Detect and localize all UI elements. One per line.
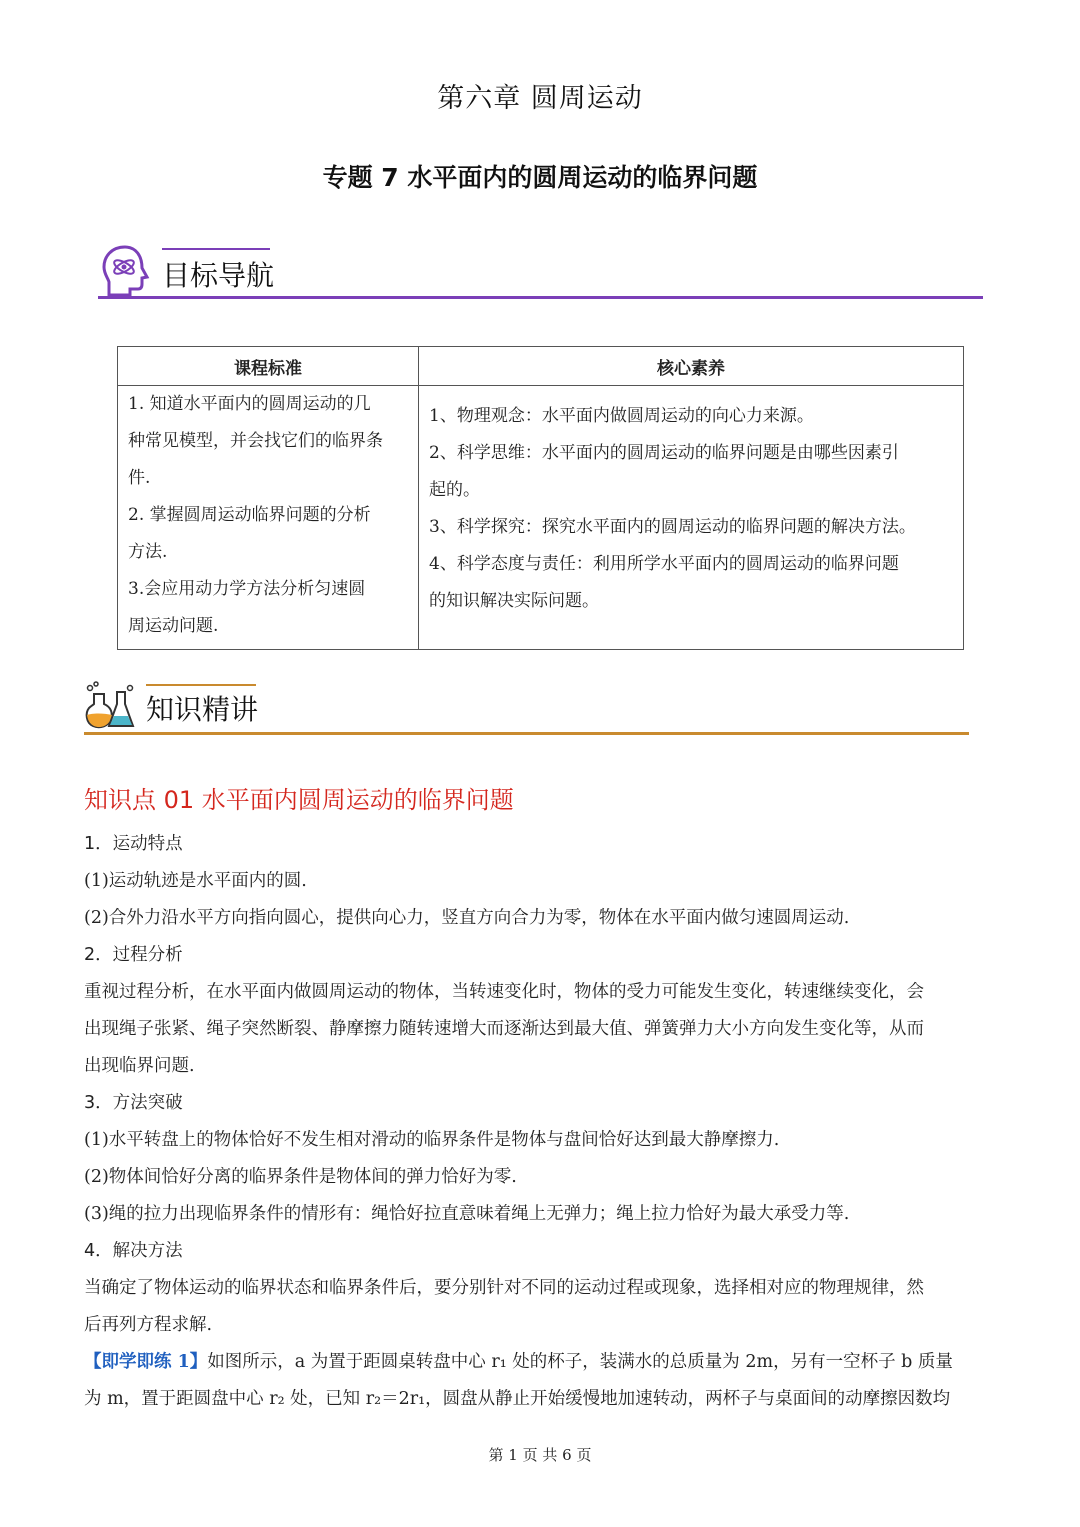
paragraph-line: 出现绳子张紧、绳子突然断裂、静摩擦力随转速增大而逐渐达到最大值、弹簧弹力大小方向发生变化等，从而 — [84, 1019, 924, 1039]
subheading: 1．运动特点 — [84, 834, 183, 854]
cell-line: 周运动问题. — [128, 616, 219, 636]
subheading: 4．解决方法 — [84, 1241, 183, 1261]
chapter-title: 第六章 圆周运动 — [437, 83, 643, 114]
topic-title: 专题 7 水平面内的圆周运动的临界问题 — [322, 163, 758, 192]
cell-line: 2. 掌握圆周运动临界问题的分析 — [128, 505, 371, 525]
cell-line: 方法. — [128, 542, 168, 562]
page-footer: 第 1 页 共 6 页 — [488, 1446, 592, 1464]
table-header: 核心素养 — [419, 347, 964, 386]
cell-line: 1. 知道水平面内的圆周运动的几 — [128, 394, 371, 414]
exercise-line — [84, 1348, 953, 1373]
paragraph-line: (2)物体间恰好分离的临界条件是物体间的弹力恰好为零. — [84, 1167, 517, 1187]
cell-line: 3.会应用动力学方法分析匀速圆 — [128, 579, 366, 599]
course-standard-cell — [118, 386, 419, 650]
head-atom-icon — [100, 244, 150, 298]
cell-line: 4、科学态度与责任：利用所学水平面内的圆周运动的临界问题 — [429, 554, 899, 574]
paragraph-line: (1)水平转盘上的物体恰好不发生相对滑动的临界条件是物体与盘间恰好达到最大静摩擦力. — [84, 1130, 780, 1150]
section-divider — [98, 296, 983, 299]
cell-line: 1、物理观念：水平面内做圆周运动的向心力来源。 — [429, 406, 814, 426]
exercise-text: 如图所示，a 为置于距圆桌转盘中心 r₁ 处的杯子，装满水的总质量为 2m，另有一空杯子 b 质量 — [207, 1352, 953, 1372]
exercise-tag: 【即学即练 1】 — [84, 1352, 208, 1372]
flask-icon — [84, 680, 136, 732]
paragraph-line: 当确定了物体运动的临界状态和临界条件后，要分别针对不同的运动过程或现象，选择相对应的物理规律，然 — [84, 1278, 924, 1298]
section-divider — [84, 732, 969, 735]
cell-line: 件. — [128, 468, 151, 488]
heading-accent-line — [146, 684, 256, 686]
paragraph-line: (1)运动轨迹是水平面内的圆. — [84, 871, 307, 891]
paragraph-line: 出现临界问题. — [84, 1056, 195, 1076]
cell-line: 2、科学思维：水平面内的圆周运动的临界问题是由哪些因素引 — [429, 443, 899, 463]
standards-table — [117, 346, 964, 650]
core-literacy-cell — [419, 386, 964, 650]
subheading: 3．方法突破 — [84, 1093, 183, 1113]
cell-line: 3、科学探究：探究水平面内的圆周运动的临界问题的解决方法。 — [429, 517, 916, 537]
subheading: 2．过程分析 — [84, 945, 183, 965]
paragraph-line: 为 m，置于距圆盘中心 r₂ 处，已知 r₂＝2r₁，圆盘从静止开始缓慢地加速转动，两杯子与桌面间的动摩擦因数均 — [84, 1389, 951, 1409]
paragraph-line: 重视过程分析，在水平面内做圆周运动的物体，当转速变化时，物体的受力可能发生变化，转速继续变化，会 — [84, 982, 924, 1002]
section-heading-knowledge: 知识精讲 — [146, 693, 259, 726]
cell-line: 种常见模型，并会找它们的临界条 — [128, 431, 383, 451]
knowledge-point-title: 知识点 01 水平面内圆周运动的临界问题 — [84, 786, 514, 814]
paragraph-line: (3)绳的拉力出现临界条件的情形有：绳恰好拉直意味着绳上无弹力；绳上拉力恰好为最大承受力等. — [84, 1204, 850, 1224]
cell-line: 起的。 — [429, 480, 480, 500]
section-heading-goals: 目标导航 — [162, 259, 275, 292]
heading-accent-line — [162, 248, 270, 250]
paragraph-line: 后再列方程求解. — [84, 1315, 213, 1335]
cell-line: 的知识解决实际问题。 — [429, 591, 599, 611]
table-header: 课程标准 — [118, 347, 419, 386]
paragraph-line: (2)合外力沿水平方向指向圆心，提供向心力，竖直方向合力为零，物体在水平面内做匀速圆周运动. — [84, 908, 850, 928]
